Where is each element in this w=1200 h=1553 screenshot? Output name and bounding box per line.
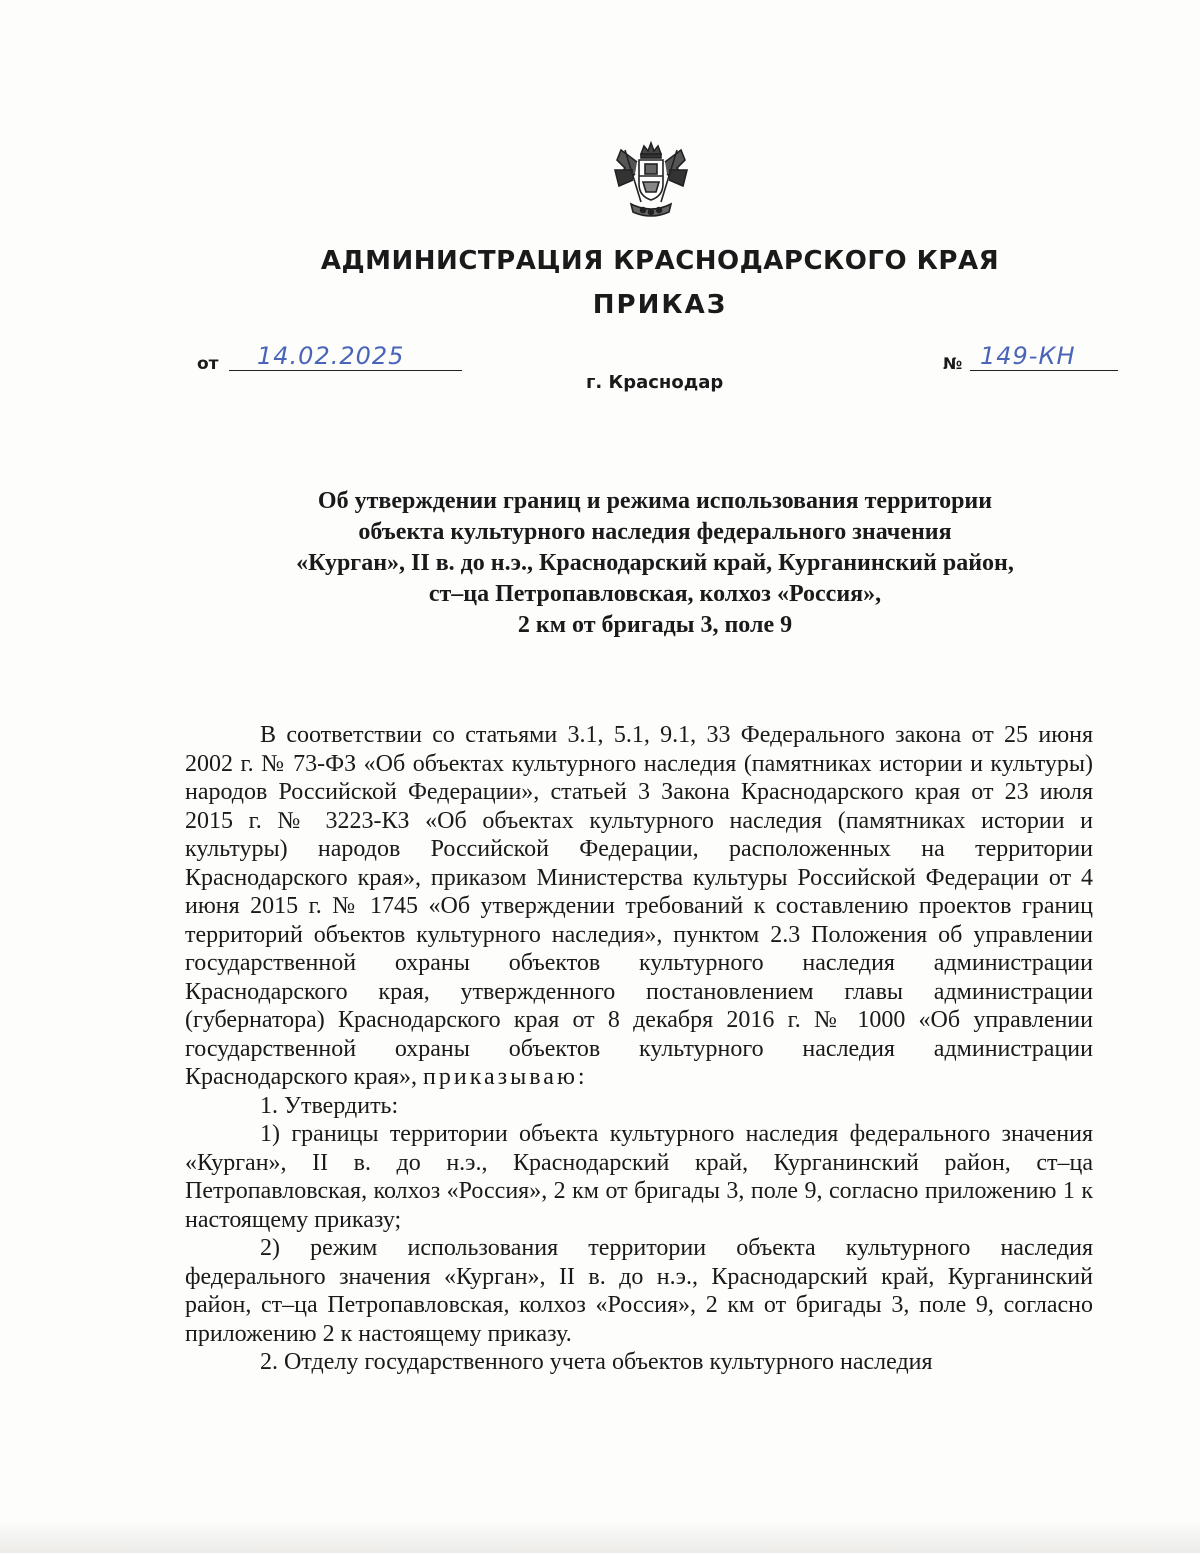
handwritten-date: 14.02.2025 [257,342,405,370]
item-2-paragraph: 2. Отделу государственного учета объектов культурного наследия [260,1349,933,1375]
date-prefix-label: от [197,354,219,374]
order-word: приказываю: [423,1064,588,1090]
document-body [185,721,1093,1377]
date-underline [229,370,462,371]
title-line: «Курган», II в. до н.э., Краснодарский край, Курганинский район, [296,550,1014,576]
document-date-field [197,342,467,376]
krasnodar-coat-of-arms-emblem [611,140,691,224]
number-underline [970,370,1118,371]
document-number-field [940,342,1120,376]
title-line: ст–ца Петропавловская, колхоз «Россия», [428,581,882,607]
document-type-heading: ПРИКАЗ [592,290,728,320]
organization-title: АДМИНИСТРАЦИЯ КРАСНОДАРСКОГО КРАЯ [320,246,1000,276]
document-title [180,486,1130,641]
title-line: объекта культурного наследия федерального значения [358,519,952,545]
title-line: 2 км от бригады 3, поле 9 [517,612,793,638]
scan-bottom-edge [0,1520,1200,1553]
handwritten-number: 149-КН [980,342,1076,370]
number-sign-label: № [943,354,963,373]
item-1-1-paragraph: 1) границы территории объекта культурного наследия федерального значения «Курган», II в. до н.э., Краснодарский край, Курганинский район, ст–ца Петропавловская, колхоз «Россия», 2 км от бригады 3, поле 9, согласно приложению 1 к настоящему приказу; [185,1121,1093,1233]
item-1-paragraph: 1. Утвердить: [260,1092,399,1119]
preamble-paragraph [185,721,1093,1092]
preamble-text: В соответствии со статьями 3.1, 5.1, 9.1, 33 Федерального закона от 25 июня 2002 г. № 73-ФЗ «Об объектах культурного наследия (памятниках истории и культуры) народов Российской Федерации», статьей 3 Закона Краснодарского края от 23 июля 2015 г. № 3223-КЗ «Об объектах культурного наследия (памятниках истории и культуры) народов Российской Федерации, расположенных на территории Краснодарского края», приказом Министерства культуры Российской Федерации от 4 июня 2015 г. № 1745 «Об утверждении требований к составлению проектов границ территорий объектов культурного наследия», пунктом 2.3 Положения об управлении государственной охраны объектов культурного наследия администрации Краснодарского края, утвержденного постановлением главы администрации (губернатора) Краснодарского края от 8 декабря 2016 г. № 1000 «Об управлении государственной охраны объектов культурного наследия администрации Краснодарского края», [185,722,1093,1090]
item-1-2-paragraph: 2) режим использования территории объекта культурного наследия федерального значения «Курган», II в. до н.э., Краснодарский край, Курганинский район, ст–ца Петропавловская, колхоз «Россия», 2 км от бригады 3, поле 9, согласно приложению 2 к настоящему приказу. [185,1235,1093,1347]
title-line: Об утверждении границ и режима использования территории [317,488,993,514]
city-label: г. Краснодар [586,372,724,393]
